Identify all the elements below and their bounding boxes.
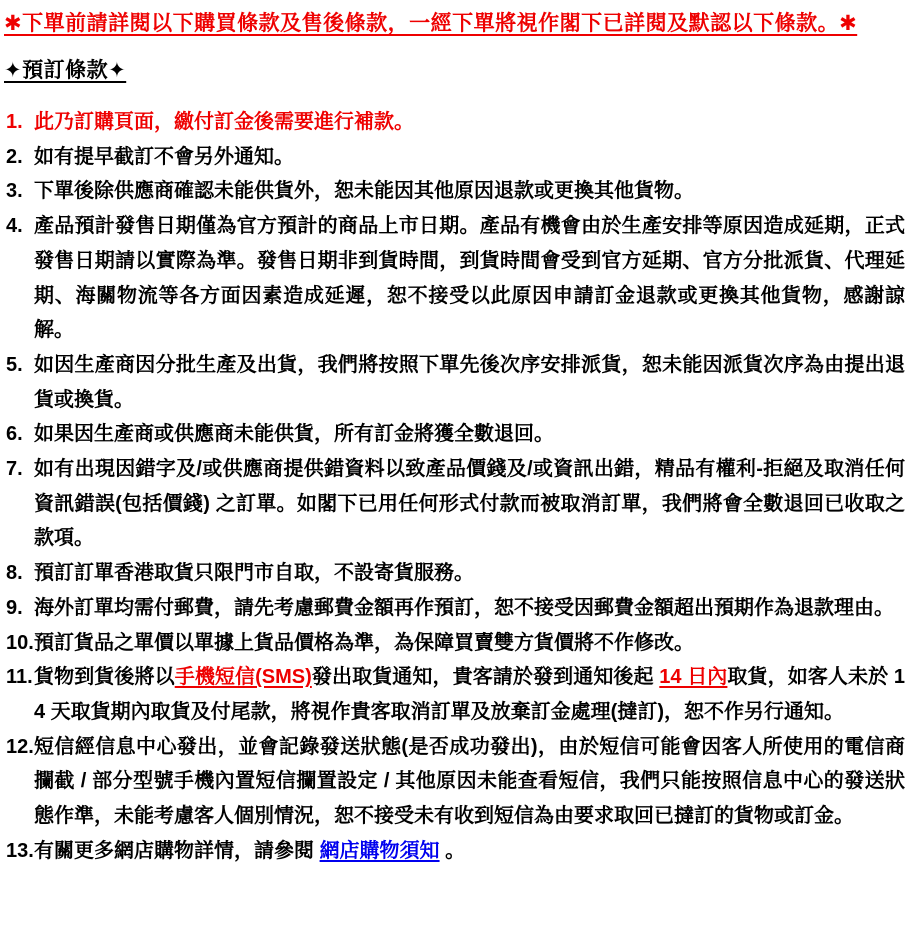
term-number: 10. [6,631,34,654]
term-number: 13. [6,839,34,862]
term-number: 9. [6,596,23,619]
term-item [4,556,905,591]
term-segment: 下單後除供應商確認未能供貨外，恕未能因其他原因退款或更換其他貨物。 [34,180,694,203]
term-text [34,140,905,175]
term-segment: 預訂訂單香港取貨只限門市自取，不設寄貨服務。 [34,562,474,585]
term-number: 11. [6,666,33,689]
term-segment: 短信經信息中心發出，並會記錄發送狀態(是否成功發出)，由於短信可能會因客人所使用的電信商攔截 / 部分型號手機內置短信攔置設定 / 其他原因未能查看短信，我們只能按照信息中心的發送狀態作準，未能考慮客人個別情況，恕不接受未有收到短信為由要求取回已撻訂的貨物或訂金。 [34,735,905,828]
term-text [34,417,905,452]
term-number: 7. [6,458,23,481]
term-segment: 如有提早截訂不會另外通知。 [34,145,294,168]
term-number: 12. [6,735,34,758]
term-text [34,452,905,556]
term-item [4,660,905,729]
term-segment: 如因生產商因分批生產及出貨，我們將按照下單先後次序安排派貨，恕未能因派貨次序為由提出退貨或換貨。 [34,353,905,411]
term-text [34,174,905,209]
term-segment: 發出取貨通知，貴客請於發到通知後起 [311,666,660,689]
term-segment: 如果因生產商或供應商未能供貨，所有訂金將獲全數退回。 [34,423,554,446]
term-item [4,452,905,556]
term-text [34,556,905,591]
term-item [4,348,905,417]
term-text [34,105,905,140]
red-emphasis-text: 14 日內 [659,666,728,689]
shop-guide-link[interactable]: 網店購物須知 [319,839,440,862]
term-number: 2. [6,145,23,168]
term-text [34,209,905,348]
term-item [4,417,905,452]
term-item [4,140,905,175]
term-text [34,591,905,626]
term-number: 8. [6,562,23,585]
term-text [34,348,905,417]
term-text [34,834,905,869]
term-item [4,105,905,140]
term-segment: 取貨，如客人未於 14 天取貨期內取貨及付尾款，將視作貴客取消訂單及放棄訂金處理(撻訂)，恕不作另行通知。 [34,666,905,723]
term-item [4,626,905,661]
term-text [34,730,905,834]
preorder-terms-document [4,9,905,868]
terms-list [4,105,905,868]
term-segment: 海外訂單均需付郵費，請先考慮郵費金額再作預訂，恕不接受因郵費金額超出預期作為退款理由。 [34,596,894,619]
term-segment: 。 [439,839,466,862]
section-title: ✦預訂條款✦ [4,59,127,82]
term-segment: 如有出現因錯字及/或供應商提供錯資料以致產品價錢及/或資訊出錯，精品有權利-拒絕及取消任何資訊錯誤(包括價錢) 之訂單。如閣下已用任何形式付款而被取消訂單，我們將會全數退回已收取之款項。 [34,458,905,550]
term-number: 1. [6,111,23,133]
term-item [4,591,905,626]
term-segment: 貨物到貨後將以 [34,666,175,689]
term-segment: 預訂貨品之單價以單據上貨品價格為準，為保障買賣雙方貨價將不作修改。 [34,631,694,654]
red-emphasis-text: 手機短信(SMS) [174,666,312,689]
term-number: 6. [6,423,23,446]
term-text [34,660,905,729]
term-item [4,174,905,209]
term-item [4,730,905,834]
term-segment: 產品預計發售日期僅為官方預計的商品上市日期。產品有機會由於生產安排等原因造成延期，正式發售日期請以實際為準。發售日期非到貨時間，到貨時間會受到官方延期、官方分批派貨、代理延期、海關物流等各方面因素造成延遲，恕不接受以此原因申請訂金退款或更換其他貨物，感謝諒解。 [34,215,905,342]
term-number: 5. [6,353,23,376]
term-item [4,834,905,869]
term-item [4,209,905,348]
term-segment: 有關更多網店購物詳情，請參閱 [34,839,320,862]
term-number: 3. [6,180,23,203]
term-segment: 此乃訂購頁面，繳付訂金後需要進行補款。 [34,111,414,133]
term-number: 4. [6,215,23,238]
notice-banner: ✱下單前請詳閱以下購買條款及售後條款，一經下單將視作閣下已詳閱及默認以下條款。✱ [4,12,858,35]
term-text [34,626,905,661]
